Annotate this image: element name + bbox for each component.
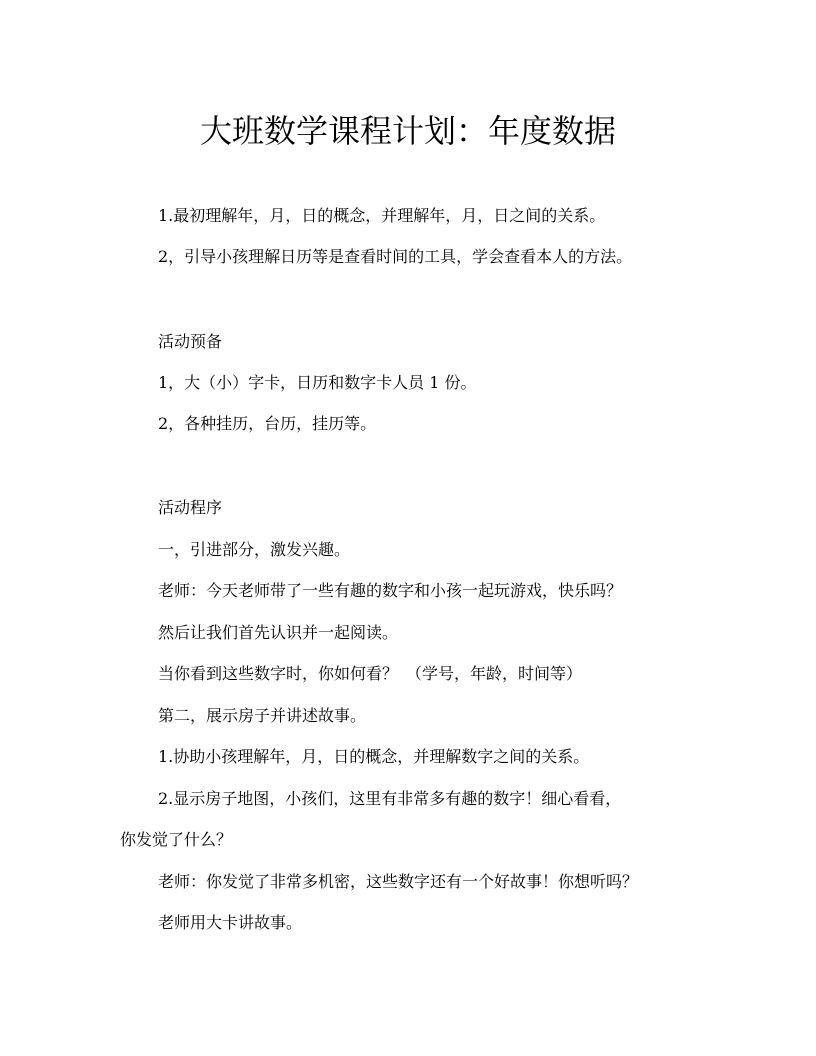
objective-line-2: 2，引导小孩理解日历等是查看时间的工具，学会查看本人的方法。 bbox=[158, 247, 633, 266]
preparation-line-1: 1，大（小）字卡，日历和数字卡人员 1 份。 bbox=[158, 373, 477, 392]
procedure-line-2: 老师：今天老师带了一些有趣的数字和小孩一起玩游戏，快乐吗？ bbox=[158, 581, 623, 600]
procedure-line-8: 老师：你发觉了非常多机密，这些数字还有一个好故事！你想听吗？ bbox=[158, 872, 639, 891]
preparation-line-2: 2，各种挂历，台历，挂历等。 bbox=[158, 414, 377, 433]
procedure-line-4: 当你看到这些数字时，你如何看？ （学号，年龄，时间等） bbox=[158, 664, 583, 683]
procedure-line-9: 老师用大卡讲故事。 bbox=[158, 913, 303, 932]
procedure-line-1: 一，引进部分，激发兴趣。 bbox=[158, 540, 351, 559]
section-heading-preparation: 活动预备 bbox=[158, 332, 223, 351]
procedure-line-5: 第二，展示房子并讲述故事。 bbox=[158, 706, 367, 725]
procedure-line-6: 1.协助小孩理解年，月，日的概念，并理解数字之间的关系。 bbox=[158, 747, 590, 766]
section-heading-procedure: 活动程序 bbox=[158, 498, 223, 517]
objective-line-1: 1.最初理解年，月，日的概念，并理解年，月，日之间的关系。 bbox=[158, 206, 606, 225]
document-title: 大班数学课程计划：年度数据 bbox=[199, 112, 616, 150]
procedure-line-3: 然后让我们首先认识并一起阅读。 bbox=[158, 623, 399, 642]
procedure-line-7: 2.显示房子地图，小孩们，这里有非常多有趣的数字！细心看看， bbox=[158, 789, 622, 808]
procedure-line-7-continued: 你发觉了什么？ bbox=[120, 830, 233, 849]
